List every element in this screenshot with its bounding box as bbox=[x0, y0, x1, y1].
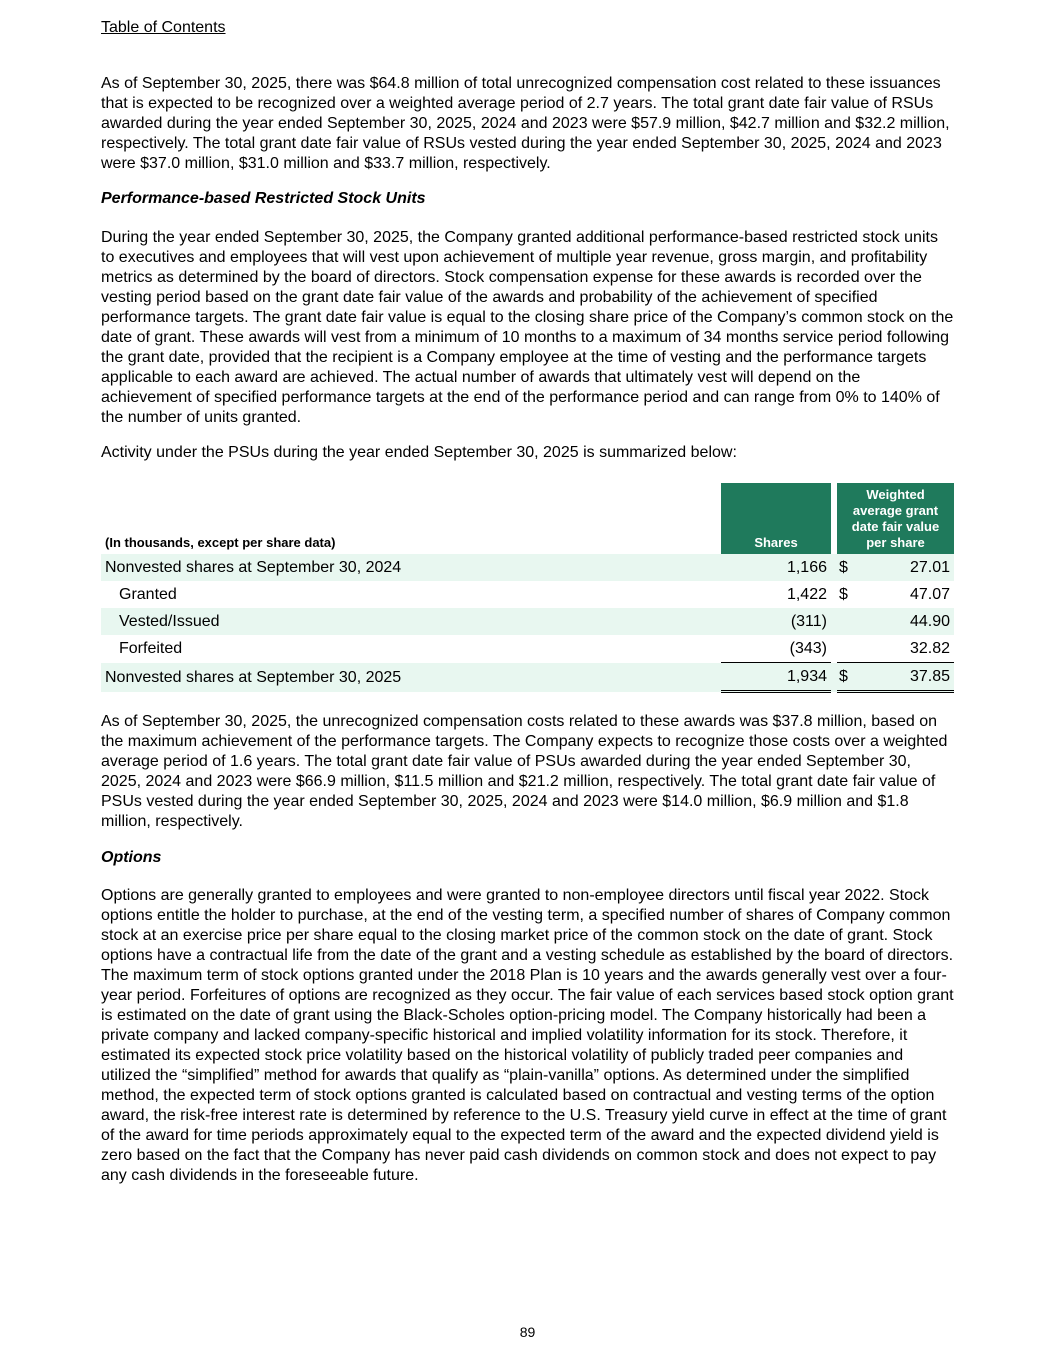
row-fair-value: 32.82 bbox=[853, 635, 954, 663]
table-row bbox=[101, 608, 954, 635]
row-dollar-sign: $ bbox=[837, 663, 853, 692]
table-total-row bbox=[101, 663, 954, 692]
row-shares: 1,934 bbox=[721, 663, 831, 692]
row-label: Nonvested shares at September 30, 2024 bbox=[101, 554, 721, 581]
row-label: Forfeited bbox=[101, 635, 721, 663]
row-dollar-sign bbox=[837, 608, 853, 635]
row-fair-value: 37.85 bbox=[853, 663, 954, 692]
psu-description-paragraph: During the year ended September 30, 2025, the Company granted additional performance-based restricted stock units to executives and employees that will vest upon achievement of multiple year revenue, gross margin, and profitability metrics as determined by the board of directors. Stock compensation expense for these awards is recorded over the vesting period based on the grant date fair value of the awards and probability of the achievement of specified performance targets. The grant date fair value is equal to the closing share price of the Company’s common stock on the date of grant. These awards will vest from a minimum of 10 months to a maximum of 34 months service period following the grant date, provided that the recipient is a Company employee at the time of vesting and the performance targets applicable to each award are achieved. The actual number of awards that ultimately vest will depend on the achievement of specified performance targets at the end of the performance period and can range from 0% to 140% of the number of units granted. bbox=[101, 229, 954, 426]
row-shares: 1,422 bbox=[721, 581, 831, 608]
psu-cost-paragraph: As of September 30, 2025, the unrecognized compensation costs related to these awards was $37.8 million, based on the maximum achievement of the performance targets. The Company expects to recognize those costs over a weighted average period of 1.6 years. The total grant date fair value of PSUs awarded during the year ended September 30, 2025, 2024 and 2023 were $66.9 million, $11.5 million and $21.2 million, respectively. The total grant date fair value of PSUs vested during the year ended September 30, 2025, 2024 and 2023 were $14.0 million, $6.9 million and $1.8 million, respectively. bbox=[101, 713, 948, 830]
row-fair-value: 44.90 bbox=[853, 608, 954, 635]
row-dollar-sign: $ bbox=[837, 581, 853, 608]
table-unit-note: (In thousands, except per share data) bbox=[105, 535, 336, 550]
table-row bbox=[101, 554, 954, 581]
row-dollar-sign: $ bbox=[837, 554, 853, 581]
table-row bbox=[101, 635, 954, 663]
row-dollar-sign bbox=[837, 635, 853, 663]
options-description-paragraph: Options are generally granted to employees and were granted to non-employee directors until fiscal year 2022. Stock options entitle the holder to purchase, at the end of the vesting term, a specified number of shares of Company common stock at an exercise price per share equal to the closing market price of the common stock on the date of grant. Stock options have a contractual life from the date of the grant and a vesting schedule as established by the board of directors. The maximum term of stock options granted under the 2018 Plan is 10 years and the awards generally vest over a four-year period. Forfeitures of options are recognized as they occur. The fair value of each services based stock option grant is estimated on the date of grant using the Black-Scholes option-pricing model. The Company historically had been a private company and lacked company-specific historical and implied volatility information for its stock. Therefore, it estimated its expected stock price volatility based on the historical volatility of publicly traded peer companies and utilized the “simplified” method for awards that qualify as “plain-vanilla” options. As determined under the simplified method, the expected term of stock options granted is calculated based on contractual and vesting terms of the option award, the risk-free interest rate is determined by reference to the U.S. Treasury yield curve in effect at the time of grant of the award for time periods approximately equal to the expected term of the award and the expected dividend yield is zero based on the fact that the Company has never paid cash dividends on common stock and does not expect to pay any cash dividends in the foreseeable future. bbox=[101, 887, 954, 1184]
shares-column-header: Shares bbox=[721, 483, 831, 554]
row-shares: (311) bbox=[721, 608, 831, 635]
fair-value-column-header: Weighted average grant date fair value per share bbox=[837, 483, 954, 554]
row-fair-value: 27.01 bbox=[853, 554, 954, 581]
page-number: 89 bbox=[519, 1324, 536, 1340]
psu-activity-intro: Activity under the PSUs during the year ended September 30, 2025 is summarized below: bbox=[101, 444, 737, 461]
table-of-contents-link[interactable]: Table of Contents bbox=[101, 19, 226, 36]
row-label: Granted bbox=[101, 581, 721, 608]
row-shares: 1,166 bbox=[721, 554, 831, 581]
row-label: Nonvested shares at September 30, 2025 bbox=[101, 663, 721, 692]
row-shares: (343) bbox=[721, 635, 831, 663]
row-label: Vested/Issued bbox=[101, 608, 721, 635]
table-row bbox=[101, 581, 954, 608]
rsu-cost-paragraph: As of September 30, 2025, there was $64.8 million of total unrecognized compensation cost related to these issuances that is expected to be recognized over a weighted average period of 2.7 years. The total grant date fair value of RSUs awarded during the year ended September 30, 2025, 2024 and 2023 were $57.9 million, $42.7 million and $32.2 million, respectively. The total grant date fair value of RSUs vested during the year ended September 30, 2025, 2024 and 2023 were $37.0 million, $31.0 million and $33.7 million, respectively. bbox=[101, 75, 950, 172]
psu-section-heading: Performance-based Restricted Stock Units bbox=[101, 190, 426, 207]
psu-activity-table bbox=[101, 483, 954, 693]
options-section-heading: Options bbox=[101, 849, 162, 866]
row-fair-value: 47.07 bbox=[853, 581, 954, 608]
